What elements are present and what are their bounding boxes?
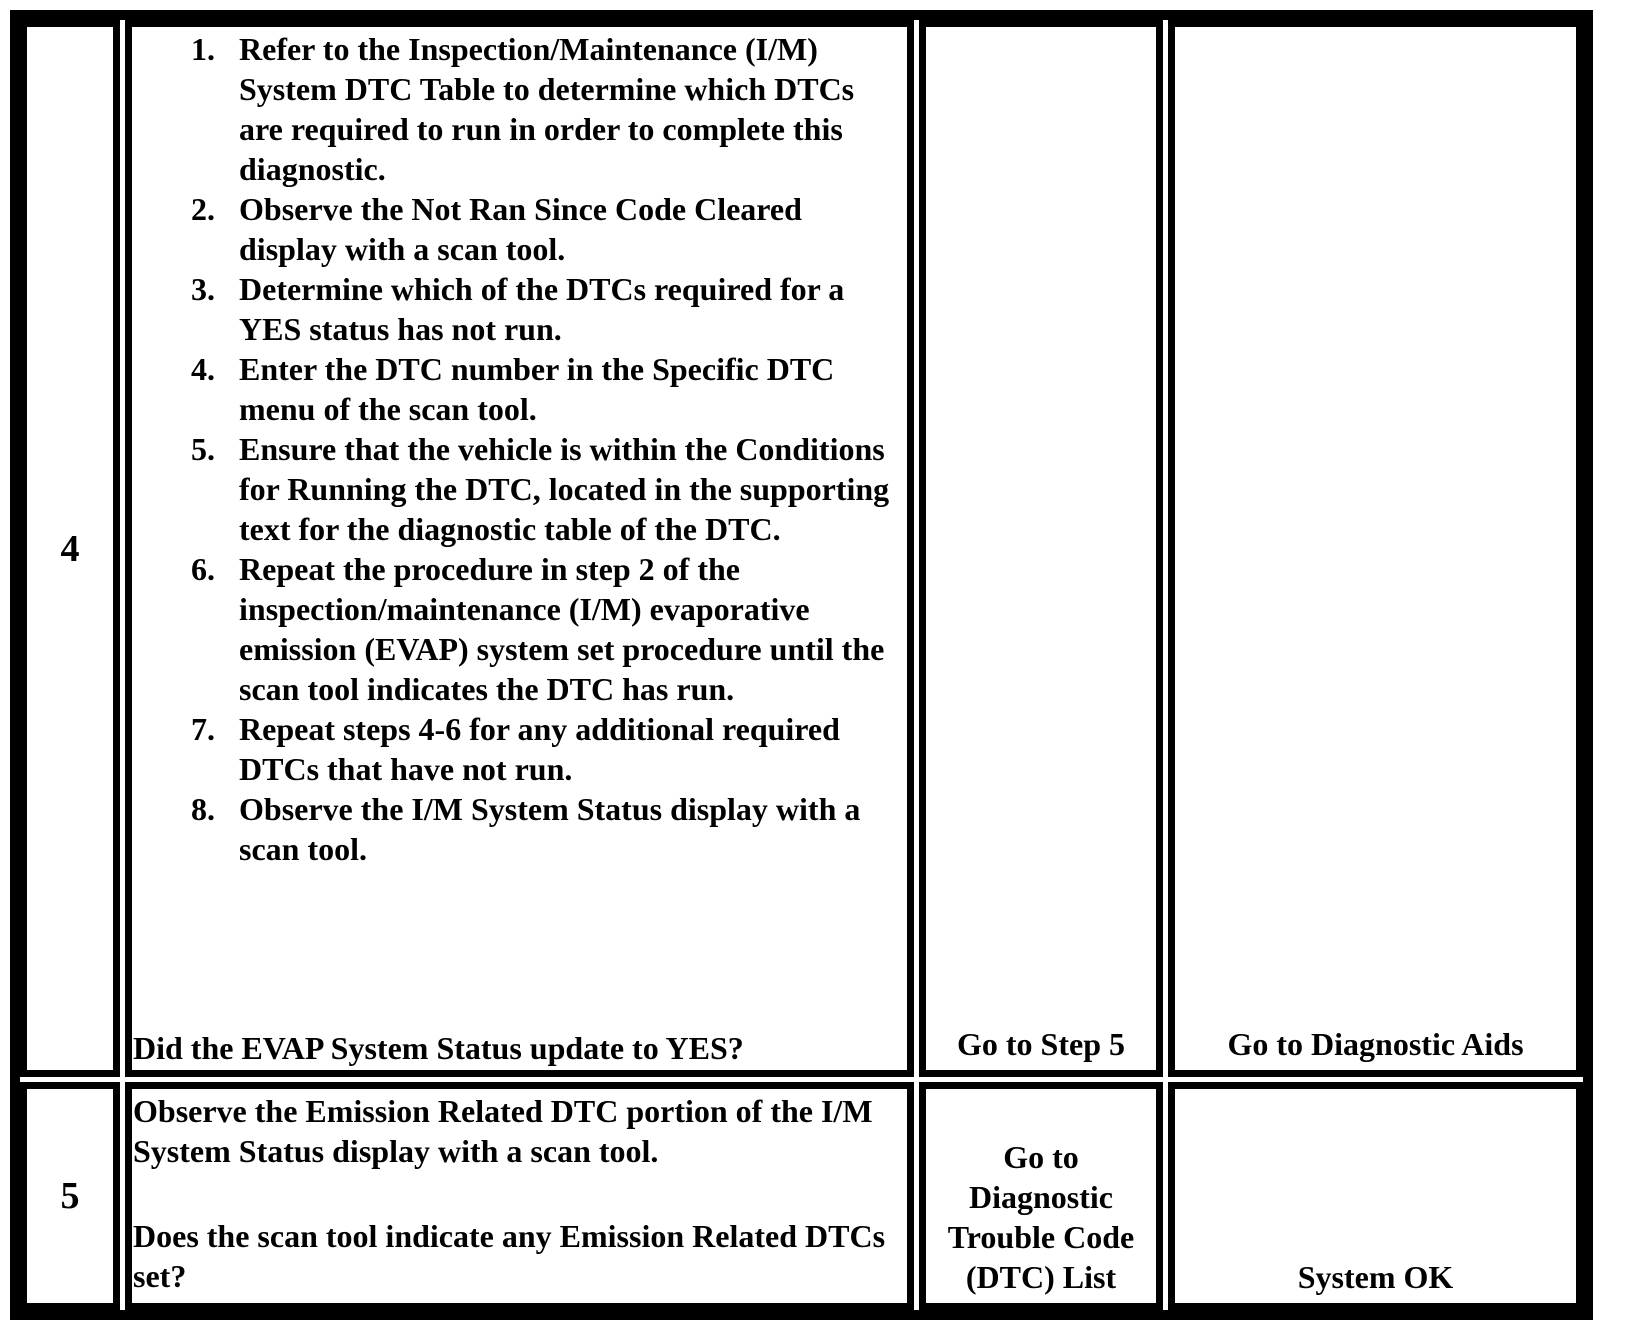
substep-4: Enter the DTC number in the Specific DTC menu of the scan tool. — [239, 351, 835, 427]
step-4-no-label: Go to Diagnostic Aids — [1227, 1026, 1524, 1062]
step-5-yes-cell — [919, 1082, 1163, 1310]
substep-7: Repeat steps 4-6 for any additional required DTCs that have not run. — [239, 711, 840, 787]
substep-6: Repeat the procedure in step 2 of the inspection/maintenance (I/M) evaporative emission (EVAP) system set procedure until the scan tool indicates the DTC has run. — [239, 551, 885, 707]
step-4-yes-cell — [919, 20, 1163, 1077]
substep-5: Ensure that the vehicle is within the Conditions for Running the DTC, located in the supporting text for the diagnostic table of the DTC. — [239, 431, 890, 547]
step-number: 5 — [60, 1175, 80, 1217]
step-4-number-cell — [20, 20, 120, 1077]
step-5-action-cell — [125, 1082, 914, 1310]
step-5-instruction: Observe the Emission Related DTC portion of the I/M System Status display with a scan tool. — [133, 1093, 873, 1169]
step-5-question: Does the scan tool indicate any Emission Related DTCs set? — [133, 1218, 886, 1294]
diagnostic-procedure-table — [10, 10, 1593, 1320]
substep-2: Observe the Not Ran Since Code Cleared display with a scan tool. — [239, 191, 802, 267]
step-4-no-cell — [1168, 20, 1583, 1077]
step-5-no-cell — [1168, 1082, 1583, 1310]
step-4-question: Did the EVAP System Status update to YES? — [133, 1030, 744, 1066]
substep-3: Determine which of the DTCs required for a YES status has not run. — [239, 271, 845, 347]
step-4-substep-list — [133, 29, 905, 869]
substep-8: Observe the I/M System Status display with a scan tool. — [239, 791, 861, 867]
step-5-yes-label: Go to Diagnostic Trouble Code (DTC) List — [947, 1139, 1135, 1295]
step-4-yes-label: Go to Step 5 — [957, 1026, 1125, 1062]
step-5-number-cell — [20, 1082, 120, 1310]
step-number: 4 — [60, 527, 80, 570]
step-5-no-label: System OK — [1297, 1259, 1454, 1295]
substep-1: Refer to the Inspection/Maintenance (I/M) System DTC Table to determine which DTCs are required to run in order to complete this diagnostic. — [239, 31, 855, 187]
step-4-action-cell — [125, 20, 914, 1077]
